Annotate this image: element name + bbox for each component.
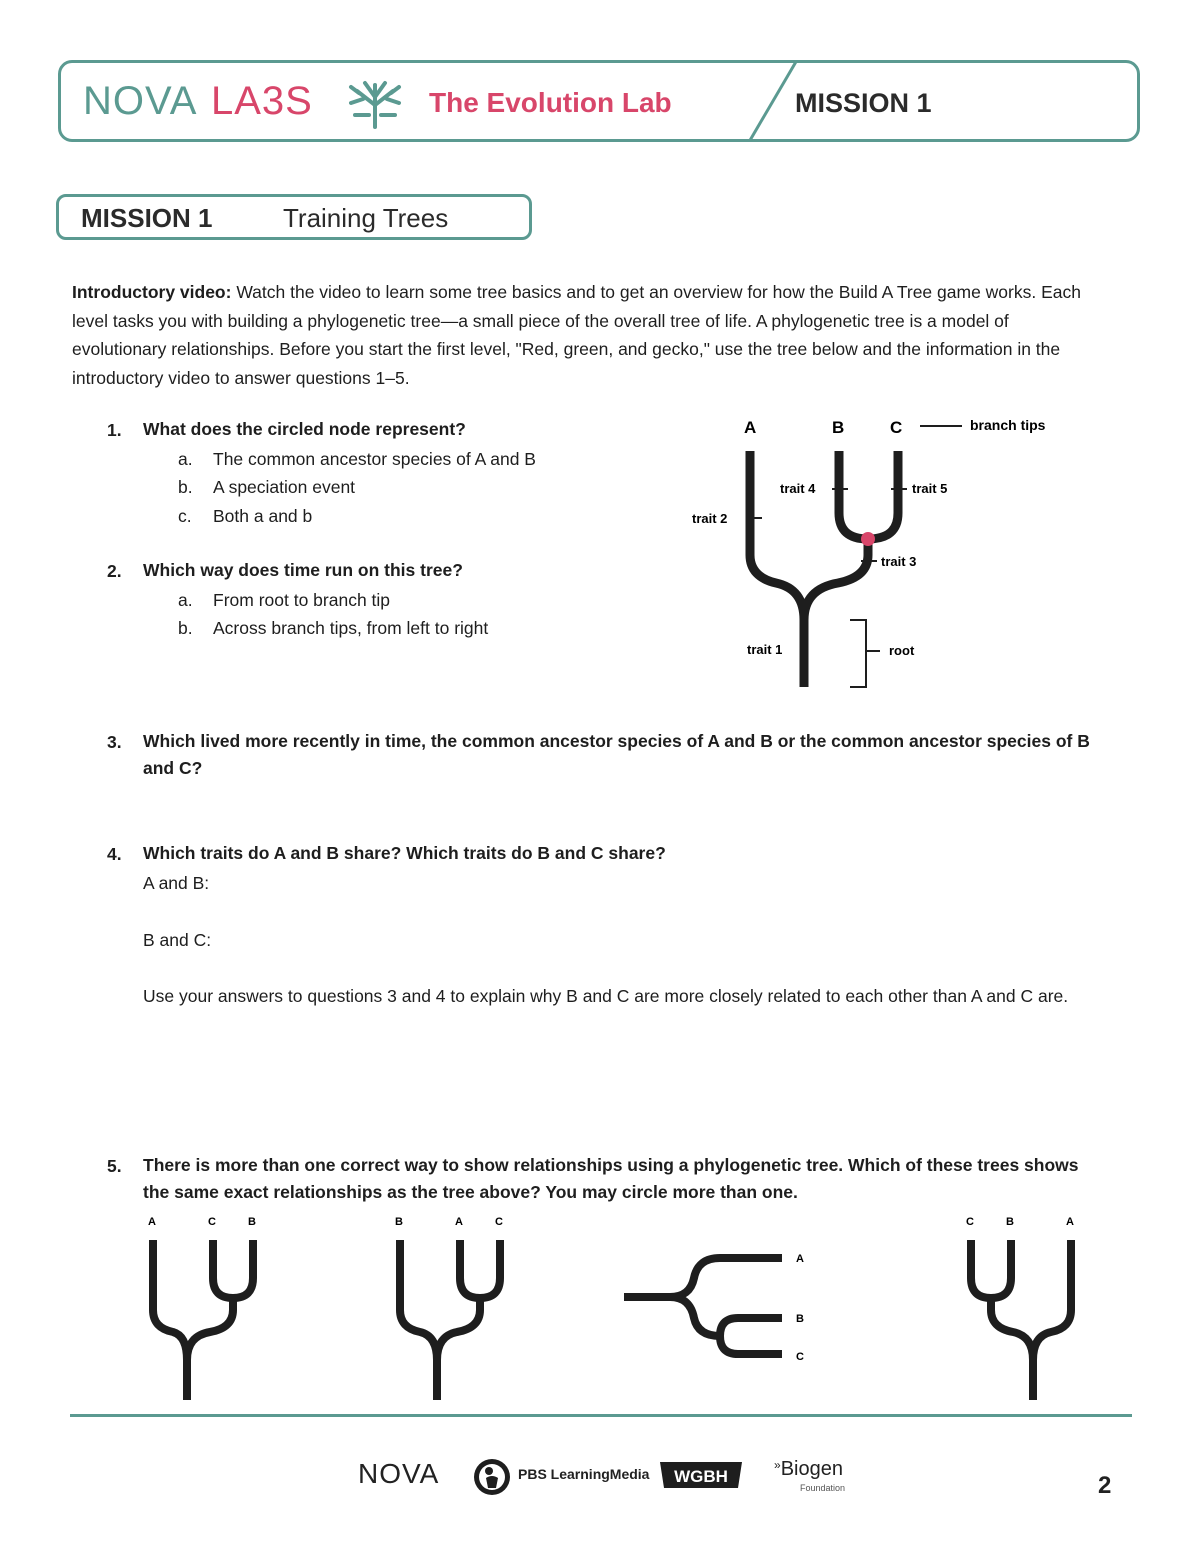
biogen-logo-text: Biogen	[780, 1458, 843, 1480]
tip-label-c: C	[890, 418, 903, 437]
option-1-tip-1: A	[148, 1216, 156, 1228]
q4-ab-label: A and B:	[143, 873, 210, 893]
circled-node	[861, 532, 875, 546]
tree-branch-c	[868, 451, 898, 539]
trait-3-label: trait 3	[881, 554, 917, 569]
section-mission-label: MISSION 1	[81, 203, 213, 233]
option-1-tip-2: C	[208, 1216, 216, 1228]
q1-option-a-letter: a.	[178, 449, 193, 469]
tree-branch-a	[750, 451, 804, 620]
trait-5-label: trait 5	[912, 481, 948, 496]
intro-text: Watch the video to learn some tree basics and to get an overview for how the Build A Tree game works. Each level tasks you with building a phylogenetic tree—a small piece of the overall tree of life. A phylogenetic tree is a model of evolutionary relationships. Before you start the first level, "Red, green, and gecko," use the tree below and the information in the introductory video to answer questions 1–5.	[72, 282, 1081, 388]
q2-option-b-letter: b.	[178, 618, 193, 638]
trait-1-label: trait 1	[747, 642, 783, 657]
footer-divider	[70, 1414, 1132, 1417]
q2-option-a[interactable]: From root to branch tip	[213, 590, 391, 610]
q1-number: 1.	[107, 420, 122, 440]
tree-branch-bc	[804, 539, 868, 620]
section-title-pill	[56, 194, 532, 240]
q5-text: There is more than one correct way to show relationships using a phylogenetic tree. Which of these trees shows the same exact relationships as the tree above? You may circle more than one.	[143, 1155, 1079, 1202]
header-banner	[58, 60, 1140, 142]
header-divider	[741, 60, 801, 142]
q3-number: 3.	[107, 732, 122, 752]
q1-option-c-letter: c.	[178, 506, 192, 526]
option-4-tip-2: B	[1006, 1216, 1014, 1228]
wgbh-logo-text: WGBH	[674, 1467, 728, 1486]
q2-number: 2.	[107, 561, 122, 581]
option-tree-3[interactable]	[620, 1240, 820, 1370]
option-tree-2[interactable]	[377, 1210, 527, 1405]
page-number: 2	[1098, 1472, 1112, 1499]
pbs-logo-icon	[472, 1458, 512, 1496]
intro-lead: Introductory video:	[72, 282, 232, 302]
option-tree-1[interactable]	[130, 1210, 280, 1405]
q4-text: Which traits do A and B share? Which traits do B and C share?	[143, 843, 666, 863]
brand-nova-logo: NOVA	[83, 79, 198, 123]
branch-tips-label: branch tips	[970, 417, 1046, 433]
q2-text: Which way does time run on this tree?	[143, 560, 463, 580]
q2-option-b[interactable]: Across branch tips, from left to right	[213, 618, 489, 638]
option-2-tip-2: A	[455, 1216, 463, 1228]
q1-text: What does the circled node represent?	[143, 419, 466, 439]
option-2-tip-1: B	[395, 1216, 403, 1228]
q4-bc-label: B and C:	[143, 930, 212, 950]
footer-nova-logo: NOVA	[358, 1458, 440, 1489]
trait-2-label: trait 2	[692, 511, 728, 526]
q1-option-b-letter: b.	[178, 477, 193, 497]
option-3-tip-3: C	[796, 1351, 804, 1363]
header-mission-label: MISSION 1	[795, 88, 932, 118]
q1-option-c[interactable]: Both a and b	[213, 506, 313, 526]
tip-label-b: B	[832, 418, 845, 437]
wgbh-logo-icon	[658, 1458, 744, 1492]
main-phylogenetic-tree	[680, 405, 1080, 700]
option-tree-4[interactable]	[945, 1210, 1095, 1405]
option-4-tip-1: C	[966, 1216, 974, 1228]
q4-explain: Use your answers to questions 3 and 4 to explain why B and C are more closely related to each other than A and C are.	[143, 986, 1069, 1006]
q3-text: Which lived more recently in time, the common ancestor species of A and B or the common ancestor species of B and C?	[143, 731, 1090, 778]
root-label: root	[889, 643, 915, 658]
option-2-tip-3: C	[495, 1216, 503, 1228]
option-3-tip-2: B	[796, 1313, 804, 1325]
intro-paragraph	[72, 278, 1082, 392]
biogen-logo	[774, 1458, 843, 1481]
biogen-mark-icon: »	[774, 1458, 781, 1472]
q1-option-b[interactable]: A speciation event	[213, 477, 356, 497]
option-4-tip-3: A	[1066, 1216, 1074, 1228]
q4-number: 4.	[107, 844, 122, 864]
option-1-tip-3: B	[248, 1216, 256, 1228]
trait-4-label: trait 4	[780, 481, 816, 496]
tree-logo-icon	[345, 77, 405, 129]
section-name: Training Trees	[283, 203, 449, 233]
lab-title: The Evolution Lab	[429, 87, 672, 118]
tip-label-a: A	[744, 418, 757, 437]
brand-labs-logo: LA3S	[211, 79, 313, 123]
q5-number: 5.	[107, 1156, 122, 1176]
q1-option-a[interactable]: The common ancestor species of A and B	[213, 449, 536, 469]
q2-option-a-letter: a.	[178, 590, 193, 610]
biogen-foundation-label: Foundation	[800, 1483, 846, 1493]
tree-branch-b	[839, 451, 868, 539]
option-3-tip-1: A	[796, 1253, 804, 1265]
pbs-learningmedia-logo: PBS LearningMedia	[518, 1466, 650, 1482]
root-bracket	[850, 620, 866, 687]
